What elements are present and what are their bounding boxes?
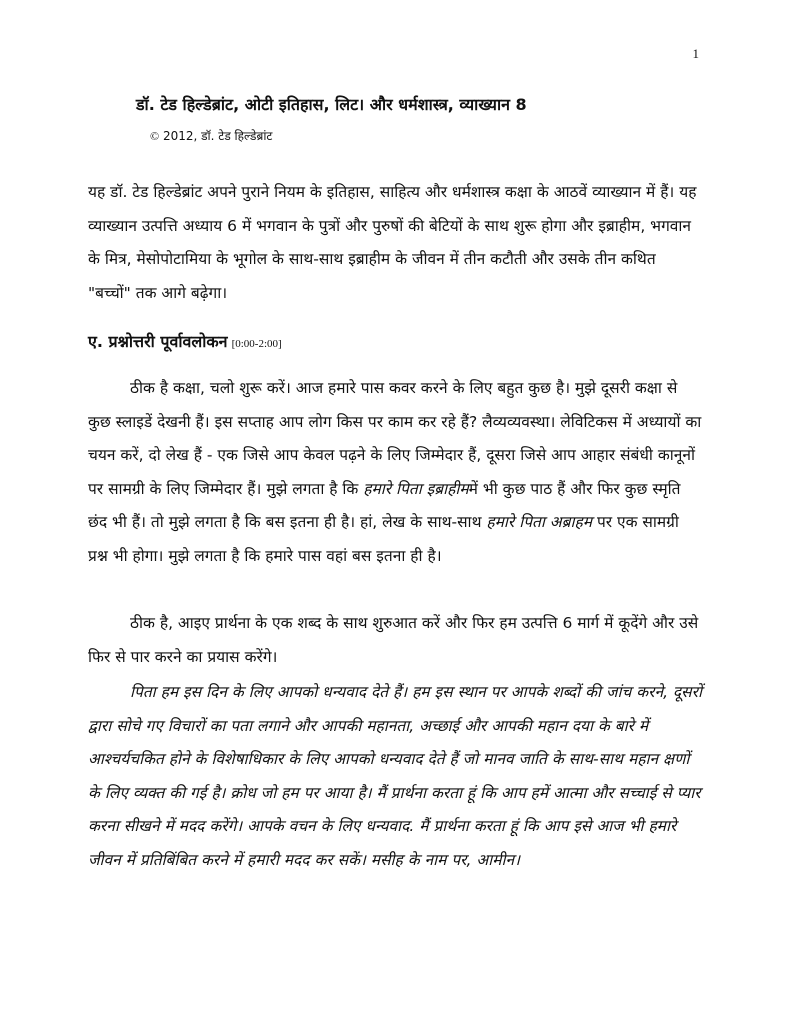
- book-title-2: हमारे पिता अब्राहम: [486, 513, 593, 531]
- book-title-1: हमारे पिता इब्राहीम: [363, 479, 469, 498]
- copyright-text: 2012, डॉ. टेड हिल्डेब्रांट: [162, 129, 273, 143]
- section-heading: [88, 330, 282, 352]
- paragraph-1-part-2: में भी कुछ पाठ हैं और फिर कुछ स्मृति छंद भी हैं। तो मुझे लगता है कि बस इतना ही है। हां, लेख के साथ-साथ: [88, 479, 681, 531]
- paragraph-prayer-intro: [88, 607, 703, 674]
- paragraph-2: ठीक है, आइए प्रार्थना के एक शब्द के साथ शुरुआत करें और फिर हम उत्पत्ति 6 मार्ग में कूदेंगे और उसे फिर से पार करने का प्रयास करेंगे।: [88, 614, 699, 666]
- prayer-text: पिता हम इस दिन के लिए आपको धन्यवाद देते हैं। हम इस स्थान पर आपके शब्दों की जांच करने, दूसरों द्वारा सोचे गए विचारों का पता लगाने और आपकी महानता, अच्छाई और आपकी महान दया के बारे में आश्चर्यचकित होने के विशेषाधिकार के लिए आपको धन्यवाद देते हैं जो मानव जाति के साथ-साथ महान क्षणों के लिए व्यक्त की गई है। क्रोध जो हम पर आया है। मैं प्रार्थना करता हूं कि आप हमें आत्मा और सच्चाई से प्यार करना सीखने में मदद करेंगे। आपके वचन के लिए धन्यवाद. मैं प्रार्थना करता हूं कि आप इसे आज भी हमारे जीवन में प्रतिबिंबित करने में हमारी मदद कर सकें। मसीह के नाम पर, आमीन।: [88, 683, 702, 869]
- paragraph-quiz-preview: [88, 372, 703, 573]
- copyright-line: [150, 127, 272, 144]
- page-number: 1: [692, 46, 699, 61]
- copyright-symbol: ©: [150, 129, 160, 143]
- paragraph-1-part-1: ठीक है कक्षा, चलो शुरू करें। आज हमारे पास कवर करने के लिए बहुत कुछ है। मुझे दूसरी कक्षा से कुछ स्लाइडें देखनी हैं। इस सप्ताह आप लोग किस पर काम कर रहे हैं? लैव्यव्यवस्था। लेविटिकस में अध्यायों का चयन करें, दो लेख हैं - एक जिसे आप केवल पढ़ने के लिए जिम्मेदार हैं, दूसरा जिसे आप आहार संबंधी कानूनों पर सामग्री के लिए जिम्मेदार हैं। मुझे लगता है कि: [88, 379, 702, 498]
- document-title: डॉ. टेड हिल्डेब्रांट, ओटी इतिहास, लिट। और धर्मशास्त्र, व्याख्यान 8: [136, 95, 527, 114]
- paragraph-1: [88, 372, 703, 573]
- intro-text: यह डॉ. टेड हिल्डेब्रांट अपने पुराने नियम के इतिहास, साहित्य और धर्मशास्त्र कक्षा के आठवें व्याख्यान में हैं। यह व्याख्यान उत्पत्ति अध्याय 6 में भगवान के पुत्रों और पुरुषों की बेटियों के साथ शुरू होगा और इब्राहीम, भगवान के मित्र, मेसोपोटामिया के भूगोल के साथ-साथ इब्राहीम के जीवन में तीन कटौती और उसके तीन कथित "बच्चों" तक आगे बढ़ेगा।: [88, 183, 697, 302]
- paragraph-1-part-3: पर एक सामग्री प्रश्न भी होगा। मुझे लगता है कि हमारे पास वहां बस इतना ही है।: [88, 513, 679, 565]
- intro-paragraph: [88, 176, 703, 310]
- section-heading-text: ए. प्रश्नोत्तरी पूर्वावलोकन: [88, 332, 228, 351]
- section-timestamp: [0:00-2:00]: [231, 338, 282, 350]
- prayer-paragraph: [88, 676, 703, 877]
